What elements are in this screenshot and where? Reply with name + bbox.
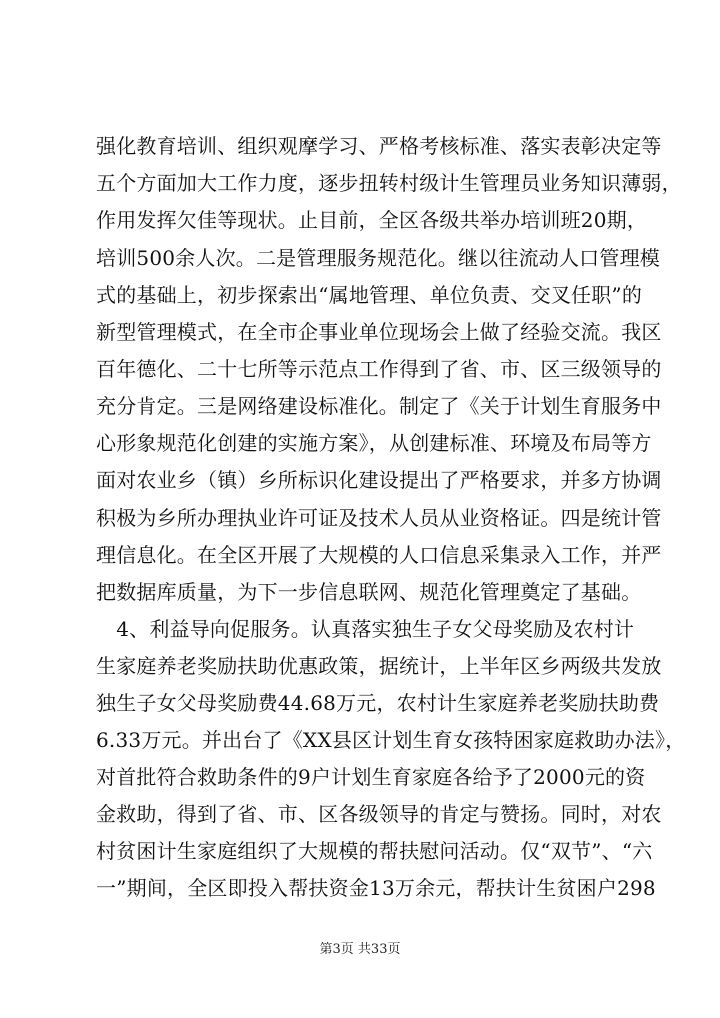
body-text-line: 积极为乡所办理执业许可证及技术人员从业资格证。四是统计管 — [96, 506, 662, 530]
body-text-line: 充分肯定。三是网络建设标准化。制定了《关于计划生育服务中 — [96, 394, 662, 418]
body-text-line: 对首批符合救助条件的9户计划生育家庭各给予了2000元的资 — [96, 765, 646, 789]
body-text-line: 生家庭养老奖励扶助优惠政策，据统计，上半年区乡两级共发放 — [96, 654, 662, 678]
body-text-line: 独生子女父母奖励费44.68万元，农村计生家庭养老奖励扶助费 — [96, 691, 660, 715]
body-text-line: 面对农业乡（镇）乡所标识化建设提出了严格要求，并多方协调 — [96, 468, 662, 492]
body-text-line: 把数据库质量，为下一步信息联网、规范化管理奠定了基础。 — [96, 580, 642, 604]
body-text-line: 作用发挥欠佳等现状。止目前，全区各级共举办培训班20期， — [96, 208, 648, 232]
body-text-line: 心形象规范化创建的实施方案》，从创建标准、环境及布局等方 — [96, 431, 652, 455]
body-text-line: 6.33万元。并出台了《XX县区计划生育女孩特困家庭救助办法》， — [96, 728, 686, 752]
body-text-line: 4、利益导向促服务。认真落实独生子女父母奖励及农村计 — [96, 617, 635, 641]
body-text-line: 金救助，得到了省、市、区各级领导的肯定与赞扬。同时，对农 — [96, 802, 662, 826]
body-text-line: 村贫困计生家庭组织了大规模的帮扶慰问活动。仅“双节”、“六 — [96, 839, 653, 863]
body-text-line: 强化教育培训、组织观摩学习、严格考核标准、落实表彰决定等 — [96, 134, 662, 158]
body-text-line: 理信息化。在全区开展了大规模的人口信息采集录入工作，并严 — [96, 543, 662, 567]
body-text-line: 式的基础上，初步探索出“属地管理、单位负责、交叉任职”的 — [96, 283, 643, 307]
body-text-line: 新型管理模式，在全市企事业单位现场会上做了经验交流。我区 — [96, 320, 662, 344]
body-text-line: 百年德化、二十七所等示范点工作得到了省、市、区三级领导的 — [96, 357, 662, 381]
body-text-line: 一”期间，全区即投入帮扶资金13万余元，帮扶计生贫困户298 — [96, 876, 656, 900]
page-number-footer: 第3页 共33页 — [319, 942, 401, 957]
body-text-line: 五个方面加大工作力度，逐步扭转村级计生管理员业务知识薄弱， — [96, 171, 682, 195]
body-text-line: 培训500余人次。二是管理服务规范化。继以往流动人口管理模 — [96, 246, 660, 270]
